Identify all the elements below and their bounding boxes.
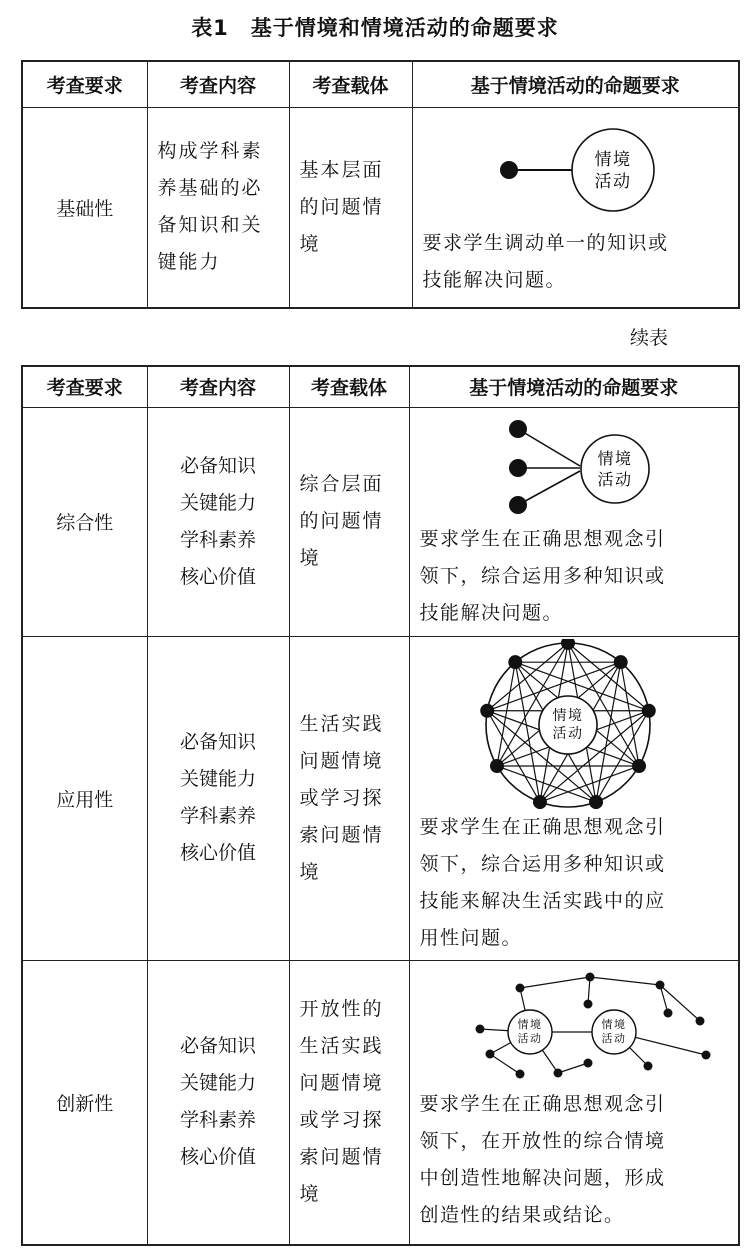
situation-label-2: 活动 (596, 470, 633, 489)
carrier-line: 的问题情 (299, 510, 384, 532)
carrier-cell (289, 407, 409, 636)
carrier-line: 基本层面 (299, 158, 384, 181)
header-description: 基于情境活动的命题要求 (409, 366, 739, 407)
content-line: 关键能力 (179, 1072, 256, 1095)
network-node (663, 1008, 672, 1017)
carrier-line: 境 (299, 860, 321, 883)
table-row (22, 407, 739, 636)
situation-label-1: 情境 (517, 1017, 542, 1031)
content-line: 必备知识 (179, 1035, 256, 1058)
network-node (589, 795, 603, 809)
situation-label-2: 活动 (594, 172, 631, 193)
header-carrier: 考查载体 (289, 61, 412, 107)
knowledge-node (509, 420, 527, 438)
network-node (613, 655, 627, 669)
header-content: 考查内容 (147, 366, 289, 407)
description-cell (412, 107, 739, 308)
network-node (515, 1069, 524, 1078)
situation-label-2: 活动 (601, 1031, 626, 1045)
carrier-cell (289, 960, 409, 1245)
comprehensive-diagram (420, 411, 730, 521)
situation-circle (572, 129, 654, 211)
description-cell (409, 636, 739, 960)
description-line: 要求学生在正确思想观念引 (419, 816, 666, 838)
description-line: 创造性的结果或结论。 (419, 1203, 625, 1226)
header-row (22, 366, 739, 407)
network-line (520, 977, 590, 988)
description-line: 要求学生在正确思想观念引 (419, 528, 666, 550)
carrier-line: 生活实践 (299, 712, 384, 735)
carrier-line: 或学习探 (299, 786, 384, 809)
description-line: 技能解决问题。 (422, 269, 567, 292)
description-line: 技能来解决生活实践中的应 (419, 890, 666, 912)
network-node (489, 759, 503, 773)
description-line: 领下，在开放性的综合情境 (419, 1129, 666, 1152)
requirement-cell: 创新性 (22, 960, 147, 1245)
requirements-table-part1 (21, 60, 740, 309)
content-line: 键能力 (157, 251, 221, 274)
header-description: 基于情境活动的命题要求 (412, 61, 739, 107)
content-cell (147, 636, 289, 960)
link-line (518, 429, 580, 466)
network-node (695, 1016, 704, 1025)
situation-label-2: 活动 (517, 1031, 542, 1045)
carrier-line: 索问题情 (299, 1146, 384, 1169)
network-node (641, 704, 655, 718)
network-line (558, 1063, 588, 1073)
description-cell (409, 407, 739, 636)
carrier-line: 或学习探 (299, 1109, 384, 1132)
content-line: 核心价值 (179, 842, 256, 864)
header-row (22, 61, 739, 107)
description-line: 要求学生调动单一的知识或 (422, 232, 669, 255)
content-line: 养基础的必 (157, 177, 263, 200)
content-line: 构成学科素 (157, 140, 263, 163)
carrier-line: 的问题情 (299, 195, 384, 218)
network-node (643, 1061, 652, 1070)
content-line: 必备知识 (179, 731, 256, 753)
content-line: 核心价值 (179, 565, 256, 588)
carrier-line: 综合层面 (299, 473, 384, 495)
content-cell (147, 407, 289, 636)
requirement-cell: 应用性 (22, 636, 147, 960)
network-node (532, 795, 546, 809)
network-node (480, 704, 494, 718)
network-node (485, 1049, 494, 1058)
situation-circle (581, 435, 649, 503)
network-node (583, 1058, 592, 1067)
carrier-line: 境 (299, 232, 321, 255)
table-row (22, 636, 739, 960)
innovation-network-diagram (420, 971, 730, 1086)
application-network-diagram (420, 639, 730, 809)
carrier-cell (289, 107, 412, 308)
carrier-line: 问题情境 (299, 1072, 384, 1095)
network-node (508, 655, 522, 669)
network-node (655, 980, 664, 989)
continued-label: 续表 (630, 327, 669, 349)
description-line: 要求学生在正确思想观念引 (419, 1092, 666, 1115)
header-content: 考查内容 (147, 61, 289, 107)
requirements-table-part2 (21, 365, 740, 1246)
carrier-line: 境 (299, 1183, 321, 1206)
carrier-line: 生活实践 (299, 1035, 384, 1058)
network-node (553, 1068, 562, 1077)
content-line: 学科素养 (179, 528, 256, 551)
situation-label-2: 活动 (552, 726, 583, 742)
carrier-line: 开放性的 (299, 998, 384, 1021)
network-line (490, 1054, 520, 1074)
network-node (515, 983, 524, 992)
situation-label-1: 情境 (601, 1017, 626, 1031)
content-cell (147, 960, 289, 1245)
single-knowledge-diagram (423, 115, 733, 225)
table-title: 表1 基于情境和情境活动的命题要求 (191, 16, 559, 40)
content-line: 核心价值 (179, 1146, 256, 1169)
carrier-cell (289, 636, 409, 960)
situation-label-1: 情境 (594, 150, 631, 171)
content-line: 学科素养 (179, 1109, 256, 1132)
knowledge-node (509, 459, 527, 477)
content-line: 关键能力 (179, 491, 256, 514)
network-node (585, 972, 594, 981)
header-carrier: 考查载体 (289, 366, 409, 407)
content-line: 关键能力 (179, 768, 256, 790)
knowledge-node (500, 161, 518, 179)
description-line: 技能解决问题。 (419, 602, 564, 624)
network-node (583, 999, 592, 1008)
carrier-line: 索问题情 (299, 823, 384, 846)
description-cell (409, 960, 739, 1245)
description-line: 领下，综合运用多种知识或 (419, 565, 666, 587)
network-node (701, 1050, 710, 1059)
requirement-cell: 基础性 (22, 107, 147, 308)
header-requirement: 考查要求 (22, 61, 147, 107)
content-line: 学科素养 (179, 805, 256, 827)
situation-circle (539, 696, 597, 754)
content-cell (147, 107, 289, 308)
knowledge-node (509, 496, 527, 514)
description-line: 用性问题。 (419, 927, 523, 949)
content-line: 备知识和关 (157, 214, 263, 237)
requirement-cell: 综合性 (22, 407, 147, 636)
situation-label-1: 情境 (596, 449, 633, 468)
network-node (475, 1024, 484, 1033)
description-line: 领下，综合运用多种知识或 (419, 853, 666, 875)
carrier-line: 问题情境 (299, 749, 384, 772)
table-row (22, 107, 739, 308)
network-line (590, 977, 660, 985)
carrier-line: 境 (299, 547, 321, 569)
situation-label-1: 情境 (552, 708, 583, 724)
network-node (561, 639, 575, 650)
link-line (518, 471, 580, 505)
network-node (632, 759, 646, 773)
description-line: 中创造性地解决问题，形成 (419, 1166, 666, 1189)
header-requirement: 考查要求 (22, 366, 147, 407)
table-row (22, 960, 739, 1245)
content-line: 必备知识 (179, 454, 256, 477)
